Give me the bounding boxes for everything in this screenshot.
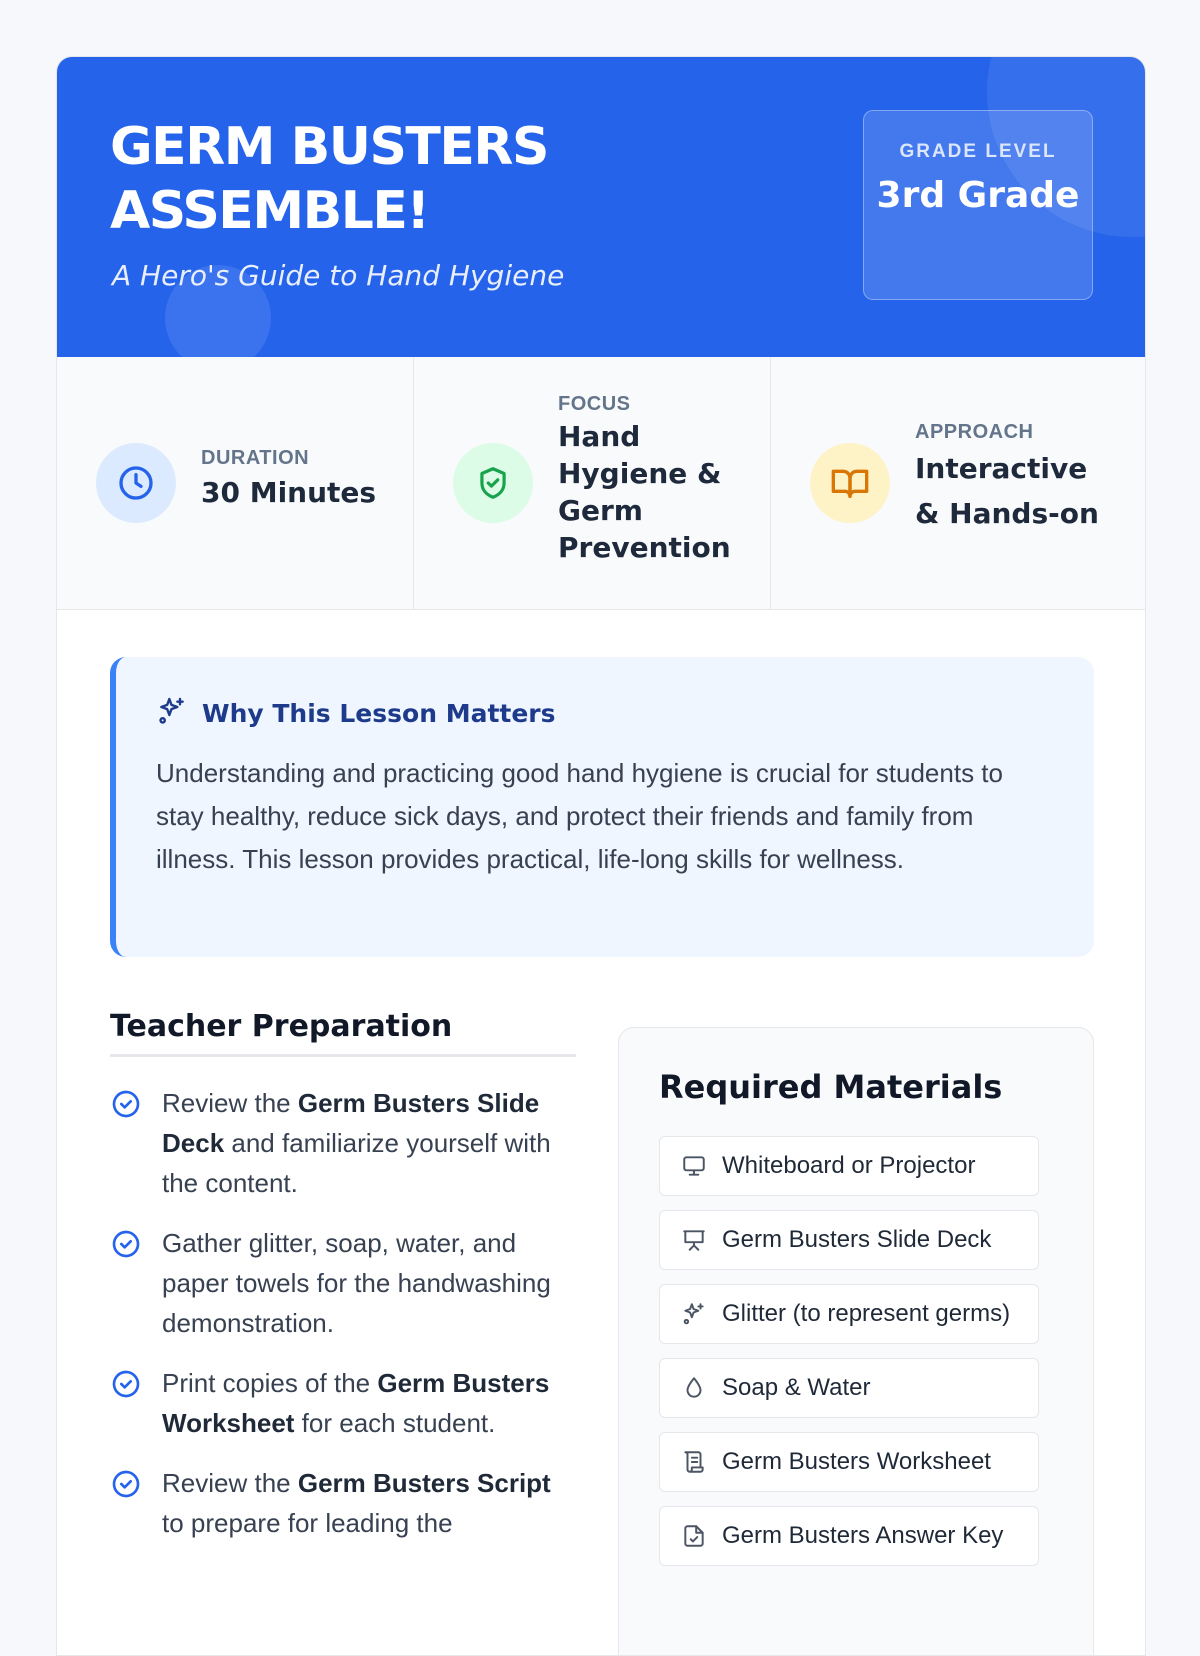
check-circle-icon	[110, 1083, 142, 1203]
prep-text: for each student.	[294, 1408, 496, 1438]
prep-text: Review the	[162, 1088, 298, 1118]
material-label: Glitter (to represent germs)	[722, 1300, 1011, 1327]
prep-text: Print copies of the	[162, 1368, 378, 1398]
material-label: Germ Busters Slide Deck	[722, 1226, 992, 1253]
why-title: Why This Lesson Matters	[202, 699, 556, 728]
book-open-icon	[810, 443, 890, 523]
why-lesson-matters-callout	[110, 657, 1094, 957]
material-item	[659, 1432, 1039, 1492]
presentation-icon	[680, 1227, 708, 1253]
sparkles-icon	[156, 695, 188, 732]
info-label: APPROACH	[915, 421, 1034, 443]
grade-level-label: GRADE LEVEL	[899, 141, 1057, 162]
prep-item	[110, 1223, 576, 1343]
scroll-icon	[680, 1449, 708, 1475]
info-value: Hand Hygiene & Germ Prevention	[558, 420, 731, 564]
lesson-header	[57, 57, 1145, 357]
material-item	[659, 1136, 1039, 1196]
material-item	[659, 1358, 1039, 1418]
check-circle-icon	[110, 1223, 142, 1343]
clock-icon	[96, 443, 176, 523]
info-duration	[57, 357, 414, 609]
sparkles-icon	[680, 1301, 708, 1327]
droplet-icon	[680, 1375, 708, 1401]
why-body: Understanding and practicing good hand hygiene is crucial for students to stay healthy, reduce sick days, and protect their friends and family from illness. This lesson provides practical, life-long skills for wellness.	[156, 758, 1003, 874]
lesson-card	[56, 56, 1146, 1656]
grade-level-badge	[863, 110, 1093, 300]
monitor-icon	[680, 1153, 708, 1179]
prep-item	[110, 1083, 576, 1203]
info-approach	[771, 357, 1145, 609]
info-value: Interactive & Hands-on	[915, 452, 1099, 530]
prep-text-bold: Germ Busters Slide Deck	[162, 1088, 540, 1158]
required-materials	[618, 1027, 1094, 1656]
prep-item	[110, 1363, 576, 1443]
material-item	[659, 1284, 1039, 1344]
material-item	[659, 1506, 1039, 1566]
section-title: Teacher Preparation	[110, 1009, 576, 1057]
prep-text: Gather glitter, soap, water, and paper towels for the handwashing demonstration.	[162, 1228, 551, 1338]
material-label: Germ Busters Worksheet	[722, 1448, 991, 1475]
shield-check-icon	[453, 443, 533, 523]
file-check-icon	[680, 1523, 708, 1549]
grade-level-value: 3rd Grade	[876, 175, 1080, 216]
prep-text: to prepare for leading the	[162, 1508, 453, 1538]
info-value: 30 Minutes	[201, 476, 377, 509]
lesson-subtitle: A Hero's Guide to Hand Hygiene	[112, 259, 565, 292]
lesson-info-strip	[57, 357, 1145, 610]
material-label: Whiteboard or Projector	[722, 1152, 976, 1179]
material-label: Soap & Water	[722, 1374, 871, 1401]
prep-text: and familiarize yourself with the content.	[162, 1128, 551, 1198]
info-label: FOCUS	[558, 393, 631, 415]
section-title: Required Materials	[659, 1068, 1003, 1106]
material-label: Germ Busters Answer Key	[722, 1522, 1004, 1549]
prep-text-bold: Germ Busters Worksheet	[162, 1368, 550, 1438]
prep-item	[110, 1463, 576, 1543]
prep-list	[110, 1083, 576, 1543]
check-circle-icon	[110, 1363, 142, 1443]
info-label: DURATION	[201, 447, 310, 469]
info-focus	[414, 357, 771, 609]
lesson-title: GERM BUSTERS ASSEMBLE!	[110, 117, 548, 241]
prep-text: Review the	[162, 1468, 298, 1498]
material-item	[659, 1210, 1039, 1270]
prep-text-bold: Germ Busters Script	[297, 1468, 551, 1498]
teacher-preparation	[110, 1009, 576, 1563]
check-circle-icon	[110, 1463, 142, 1543]
